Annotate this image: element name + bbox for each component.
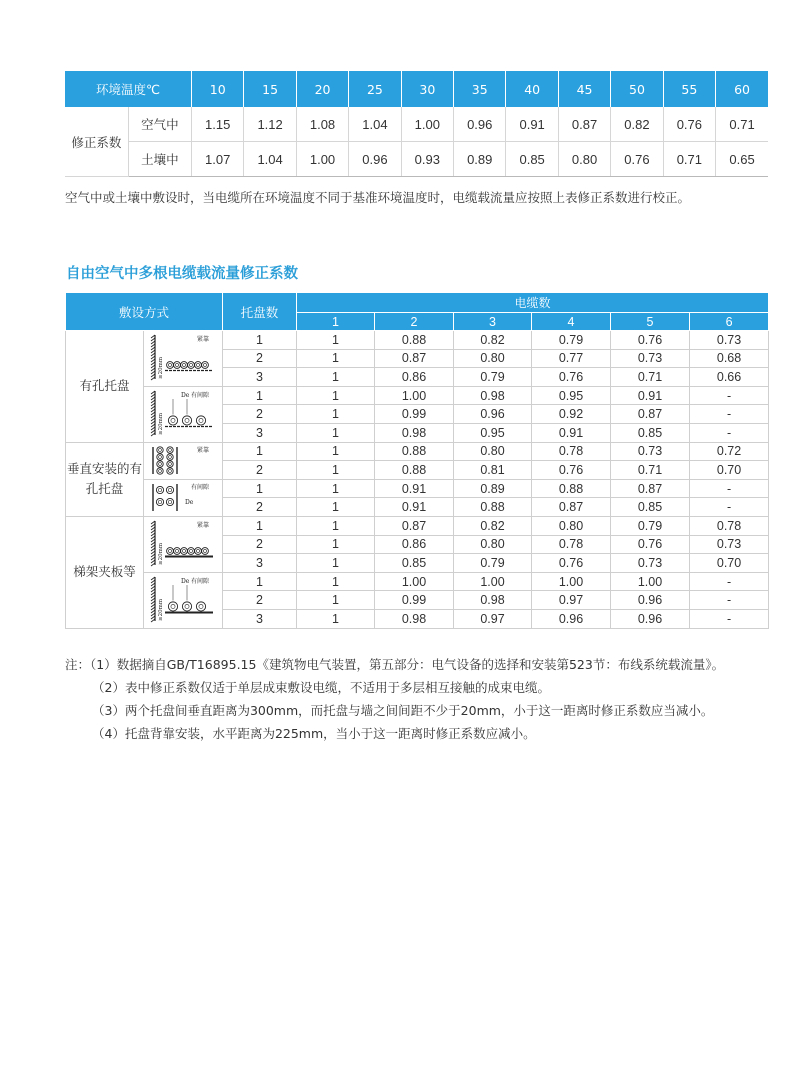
correction-value: 1.00 bbox=[401, 107, 453, 142]
correction-value: 0.70 bbox=[690, 554, 769, 573]
tray-count-header: 托盘数 bbox=[223, 293, 297, 331]
tray-count-cell: 2 bbox=[223, 349, 297, 368]
correction-value: 0.93 bbox=[401, 142, 453, 177]
correction-value: - bbox=[690, 479, 769, 498]
correction-value: 0.73 bbox=[690, 331, 769, 350]
correction-value: 1 bbox=[297, 461, 375, 480]
temperature-header-cell: 35 bbox=[454, 71, 506, 107]
correction-value: 0.97 bbox=[454, 609, 532, 628]
correction-value: 0.96 bbox=[611, 609, 690, 628]
tray-count-cell: 2 bbox=[223, 405, 297, 424]
tray-count-cell: 2 bbox=[223, 461, 297, 480]
correction-value: 0.85 bbox=[375, 554, 454, 573]
temperature-header-cell: 20 bbox=[296, 71, 348, 107]
correction-value: 0.76 bbox=[611, 331, 690, 350]
correction-value: 0.79 bbox=[454, 368, 532, 387]
gap-horizontal-diagram bbox=[144, 386, 223, 442]
correction-value: 0.71 bbox=[663, 142, 715, 177]
correction-value: 0.72 bbox=[690, 442, 769, 461]
correction-value: 1.12 bbox=[244, 107, 296, 142]
correction-value: 1 bbox=[297, 591, 375, 610]
correction-value: 0.80 bbox=[558, 142, 610, 177]
correction-value: 0.82 bbox=[611, 107, 663, 142]
correction-value: 0.65 bbox=[716, 142, 768, 177]
temperature-header-cell: 40 bbox=[506, 71, 558, 107]
tray-count-cell: 2 bbox=[223, 591, 297, 610]
tight-vertical-diagram bbox=[144, 442, 223, 479]
correction-value: 0.87 bbox=[375, 349, 454, 368]
gap-vertical-diagram bbox=[144, 479, 223, 516]
correction-value: 0.85 bbox=[506, 142, 558, 177]
correction-value: 0.88 bbox=[454, 498, 532, 517]
tray-count-cell: 2 bbox=[223, 535, 297, 554]
correction-value: 0.80 bbox=[454, 442, 532, 461]
correction-value: 0.68 bbox=[690, 349, 769, 368]
correction-value: - bbox=[690, 591, 769, 610]
svg-text:≥20mm: ≥20mm bbox=[158, 357, 164, 380]
correction-value: 0.96 bbox=[611, 591, 690, 610]
tray-count-cell: 1 bbox=[223, 516, 297, 535]
temperature-header-cell: 50 bbox=[611, 71, 663, 107]
correction-value: 0.96 bbox=[532, 609, 611, 628]
correction-value: 1 bbox=[297, 554, 375, 573]
correction-value: 0.82 bbox=[454, 331, 532, 350]
correction-value: 1.07 bbox=[192, 142, 244, 177]
cable-count-header: 电缆数 bbox=[297, 293, 769, 313]
correction-value: 0.77 bbox=[532, 349, 611, 368]
correction-value: 0.73 bbox=[690, 535, 769, 554]
note-line: 注：（1）数据摘自GB/T16895.15《建筑物电气装置，第五部分：电气设备的选择和安装第523节：布线系统载流量》。 bbox=[65, 657, 725, 672]
correction-value: - bbox=[690, 498, 769, 517]
correction-value: 0.70 bbox=[690, 461, 769, 480]
correction-value: 0.87 bbox=[532, 498, 611, 517]
note-line: （2）表中修正系数仅适于单层成束敷设电缆，不适用于多层相互接触的成束电缆。 bbox=[92, 680, 550, 695]
correction-value: - bbox=[690, 609, 769, 628]
correction-value: 0.97 bbox=[532, 591, 611, 610]
table2-header-row bbox=[66, 293, 769, 313]
correction-value: 1.00 bbox=[375, 386, 454, 405]
correction-value: 0.91 bbox=[375, 479, 454, 498]
correction-value: 1.00 bbox=[611, 572, 690, 591]
table-row bbox=[65, 107, 768, 142]
correction-value: 1.00 bbox=[454, 572, 532, 591]
correction-value: 1.00 bbox=[296, 142, 348, 177]
correction-value: 1 bbox=[297, 368, 375, 387]
svg-text:有间隙: 有间隙 bbox=[191, 578, 210, 586]
correction-value: 0.78 bbox=[690, 516, 769, 535]
temperature-header-cell: 55 bbox=[663, 71, 715, 107]
correction-value: 0.86 bbox=[375, 535, 454, 554]
temperature-note: 空气中或土壤中敷设时，当电缆所在环境温度不同于基准环境温度时，电缆载流量应按照上表修正系数进行校正。 bbox=[65, 190, 691, 205]
correction-value: 0.88 bbox=[532, 479, 611, 498]
correction-value: 1.15 bbox=[192, 107, 244, 142]
cable-count-cell: 1 bbox=[297, 313, 375, 331]
table-row bbox=[66, 516, 769, 535]
correction-value: 0.76 bbox=[611, 535, 690, 554]
correction-value: 1 bbox=[297, 349, 375, 368]
correction-value: 0.91 bbox=[611, 386, 690, 405]
correction-value: 0.71 bbox=[611, 461, 690, 480]
correction-value: 1 bbox=[297, 498, 375, 517]
cable-count-cell: 3 bbox=[454, 313, 532, 331]
correction-value: 0.96 bbox=[454, 107, 506, 142]
temperature-header-row bbox=[65, 71, 768, 107]
laying-method-header: 敷设方式 bbox=[66, 293, 223, 331]
tray-count-cell: 1 bbox=[223, 386, 297, 405]
correction-value: 1 bbox=[297, 442, 375, 461]
tight-horizontal-diagram bbox=[144, 331, 223, 387]
correction-value: 0.96 bbox=[349, 142, 401, 177]
correction-value: 0.95 bbox=[454, 423, 532, 442]
svg-text:紧靠: 紧靠 bbox=[197, 522, 210, 530]
correction-value: 0.80 bbox=[454, 535, 532, 554]
svg-text:有间隙: 有间隙 bbox=[191, 392, 210, 400]
correction-value: 1.00 bbox=[532, 572, 611, 591]
note-line: （3）两个托盘间垂直距离为300mm，而托盘与墙之间间距不少于20mm，小于这一距离时修正系数应当减小。 bbox=[92, 703, 714, 718]
correction-value: 0.66 bbox=[690, 368, 769, 387]
correction-value: 0.78 bbox=[532, 442, 611, 461]
correction-value: 0.86 bbox=[375, 368, 454, 387]
correction-value: 1.04 bbox=[244, 142, 296, 177]
temperature-header-cell: 25 bbox=[349, 71, 401, 107]
correction-value: 0.71 bbox=[716, 107, 768, 142]
tray-count-cell: 1 bbox=[223, 479, 297, 498]
correction-value: 1 bbox=[297, 479, 375, 498]
laying-method-label: 有孔托盘 bbox=[66, 331, 144, 443]
correction-factor-label: 修正系数 bbox=[65, 107, 128, 177]
correction-value: 0.88 bbox=[375, 331, 454, 350]
svg-text:有间隙: 有间隙 bbox=[191, 484, 210, 492]
tray-count-cell: 1 bbox=[223, 442, 297, 461]
correction-value: 1 bbox=[297, 423, 375, 442]
correction-value: 1.04 bbox=[349, 107, 401, 142]
correction-value: 0.96 bbox=[454, 405, 532, 424]
laying-method-label: 垂直安装的有孔托盘 bbox=[66, 442, 144, 516]
correction-value: 0.73 bbox=[611, 554, 690, 573]
correction-value: 0.79 bbox=[454, 554, 532, 573]
correction-value: 0.78 bbox=[532, 535, 611, 554]
notes bbox=[65, 653, 724, 745]
correction-value: 0.89 bbox=[454, 479, 532, 498]
correction-value: 0.95 bbox=[532, 386, 611, 405]
correction-value: 0.87 bbox=[611, 405, 690, 424]
correction-value: 0.82 bbox=[454, 516, 532, 535]
svg-text:紧靠: 紧靠 bbox=[197, 336, 210, 344]
correction-value: 0.88 bbox=[375, 442, 454, 461]
correction-value: 0.71 bbox=[611, 368, 690, 387]
svg-text:De: De bbox=[185, 499, 194, 507]
correction-value: 1 bbox=[297, 609, 375, 628]
correction-value: 0.99 bbox=[375, 405, 454, 424]
medium-label: 土壤中 bbox=[128, 142, 191, 177]
temperature-header-cell: 30 bbox=[401, 71, 453, 107]
correction-value: 0.87 bbox=[558, 107, 610, 142]
table-row bbox=[66, 479, 769, 498]
table-row bbox=[65, 142, 768, 177]
svg-text:De: De bbox=[181, 578, 190, 586]
table-row bbox=[66, 442, 769, 461]
correction-value: 0.81 bbox=[454, 461, 532, 480]
correction-value: - bbox=[690, 386, 769, 405]
correction-value: 0.98 bbox=[375, 423, 454, 442]
tray-count-cell: 3 bbox=[223, 368, 297, 387]
correction-value: 1.00 bbox=[375, 572, 454, 591]
temperature-header-cell: 15 bbox=[244, 71, 296, 107]
correction-value: 0.76 bbox=[532, 554, 611, 573]
svg-text:≥20mm: ≥20mm bbox=[158, 599, 164, 622]
correction-value: 1 bbox=[297, 331, 375, 350]
correction-value: 1 bbox=[297, 405, 375, 424]
correction-value: 0.88 bbox=[375, 461, 454, 480]
tray-count-cell: 1 bbox=[223, 572, 297, 591]
correction-value: 1.08 bbox=[296, 107, 348, 142]
table-row bbox=[66, 386, 769, 405]
correction-value: 0.99 bbox=[375, 591, 454, 610]
correction-value: 0.76 bbox=[532, 368, 611, 387]
laying-method-label: 梯架夹板等 bbox=[66, 516, 144, 628]
correction-value: 0.87 bbox=[375, 516, 454, 535]
correction-value: 0.76 bbox=[611, 142, 663, 177]
medium-label: 空气中 bbox=[128, 107, 191, 142]
correction-value: 0.89 bbox=[454, 142, 506, 177]
correction-value: 1 bbox=[297, 516, 375, 535]
tray-count-cell: 3 bbox=[223, 554, 297, 573]
temperature-header-cell: 10 bbox=[192, 71, 244, 107]
tray-count-cell: 3 bbox=[223, 609, 297, 628]
svg-text:≥20mm: ≥20mm bbox=[158, 543, 164, 566]
correction-value: 0.76 bbox=[532, 461, 611, 480]
correction-value: 0.91 bbox=[375, 498, 454, 517]
gap-ladder-diagram bbox=[144, 572, 223, 628]
temperature-correction-table bbox=[65, 71, 768, 177]
correction-value: 0.98 bbox=[454, 386, 532, 405]
correction-value: 0.91 bbox=[532, 423, 611, 442]
svg-text:≥20mm: ≥20mm bbox=[158, 413, 164, 436]
svg-text:De: De bbox=[181, 392, 190, 400]
correction-value: 0.79 bbox=[532, 331, 611, 350]
correction-value: 0.91 bbox=[506, 107, 558, 142]
correction-value: 0.98 bbox=[375, 609, 454, 628]
svg-text:紧靠: 紧靠 bbox=[197, 447, 210, 455]
tray-count-cell: 2 bbox=[223, 498, 297, 517]
correction-value: 0.85 bbox=[611, 423, 690, 442]
correction-value: 1 bbox=[297, 572, 375, 591]
correction-value: 0.80 bbox=[532, 516, 611, 535]
cable-count-cell: 6 bbox=[690, 313, 769, 331]
tray-count-cell: 1 bbox=[223, 331, 297, 350]
correction-value: - bbox=[690, 423, 769, 442]
correction-value: 1 bbox=[297, 386, 375, 405]
cable-count-cell: 2 bbox=[375, 313, 454, 331]
temperature-header-cell: 60 bbox=[716, 71, 768, 107]
note-line: （4）托盘背靠安装，水平距离为225mm，当小于这一距离时修正系数应减小。 bbox=[92, 726, 536, 741]
correction-value: 0.98 bbox=[454, 591, 532, 610]
correction-value: - bbox=[690, 572, 769, 591]
correction-value: 1 bbox=[297, 535, 375, 554]
correction-value: 0.73 bbox=[611, 349, 690, 368]
cable-count-cell: 4 bbox=[532, 313, 611, 331]
cable-count-cell: 5 bbox=[611, 313, 690, 331]
correction-value: 0.92 bbox=[532, 405, 611, 424]
correction-value: 0.76 bbox=[663, 107, 715, 142]
table-row bbox=[66, 331, 769, 350]
tray-count-cell: 3 bbox=[223, 423, 297, 442]
table-row bbox=[66, 572, 769, 591]
correction-value: 0.87 bbox=[611, 479, 690, 498]
correction-value: - bbox=[690, 405, 769, 424]
ambient-temperature-header: 环境温度℃ bbox=[65, 71, 192, 107]
tight-ladder-diagram bbox=[144, 516, 223, 572]
correction-value: 0.85 bbox=[611, 498, 690, 517]
correction-value: 0.80 bbox=[454, 349, 532, 368]
correction-value: 0.79 bbox=[611, 516, 690, 535]
correction-value: 0.73 bbox=[611, 442, 690, 461]
multi-cable-correction-table bbox=[65, 292, 769, 629]
section-title: 自由空气中多根电缆载流量修正系数 bbox=[66, 266, 298, 282]
temperature-header-cell: 45 bbox=[558, 71, 610, 107]
